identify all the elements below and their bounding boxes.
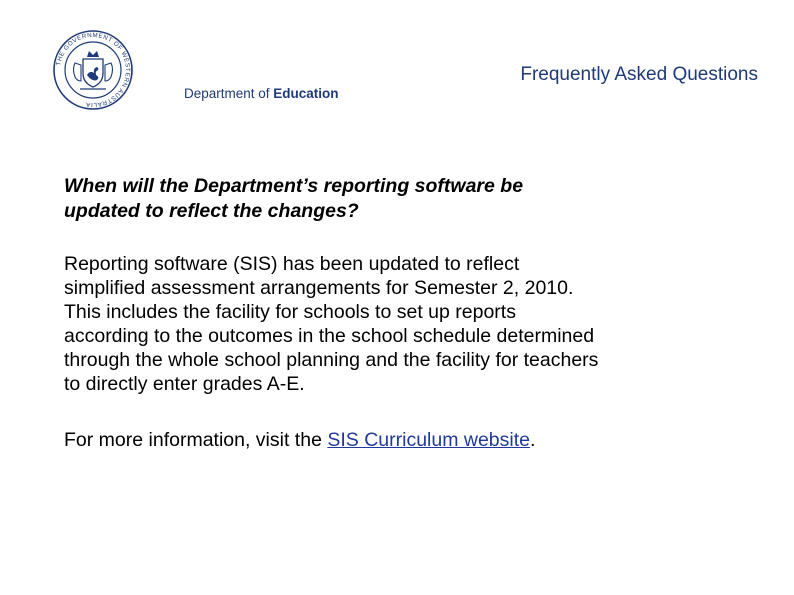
faq-answer: Reporting software (SIS) has been updated to reflect simplified assessment arrangements for Semester 2, 2010. This includes the facility for schools to set up reports according to the outcomes in the school schedule determined through the whole school planning and the facility for teachers to directly enter grades A-E. bbox=[64, 253, 599, 395]
department-logo bbox=[50, 28, 339, 109]
svg-text:THE GOVERNMENT OF WESTERN AUST: THE GOVERNMENT OF WESTERN AUSTRALIA bbox=[55, 31, 132, 109]
department-name-emphasis: Education bbox=[273, 86, 339, 101]
department-name bbox=[184, 86, 339, 101]
government-seal-icon bbox=[52, 29, 134, 111]
faq-content bbox=[64, 174, 754, 452]
department-name-prefix: Department of bbox=[184, 86, 274, 101]
page-title: Frequently Asked Questions bbox=[520, 64, 758, 85]
more-info-prefix: For more information, visit the bbox=[64, 429, 328, 451]
more-info-line bbox=[64, 428, 754, 452]
more-info-suffix: . bbox=[530, 429, 536, 451]
sis-curriculum-link[interactable]: SIS Curriculum website bbox=[327, 429, 530, 451]
faq-question: When will the Department’s reporting software be updated to reflect the changes? bbox=[64, 175, 524, 222]
